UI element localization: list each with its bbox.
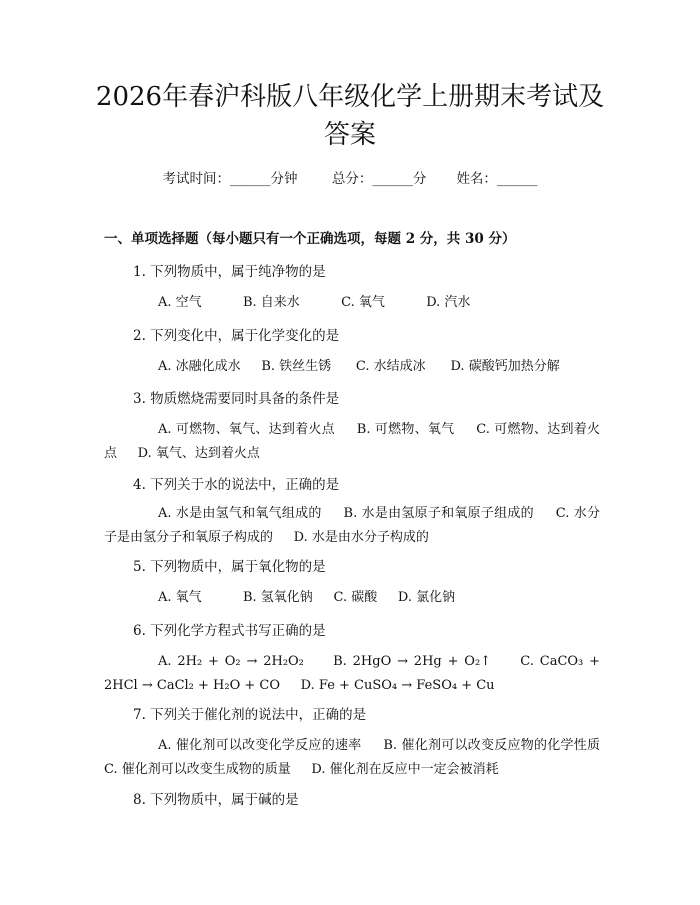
question-options: A. 2H₂ + O₂ → 2H₂O₂ B. 2HgO → 2Hg + O₂↑ C. CaCO₃ + 2HCl → CaCl₂ + H₂O + CO D. Fe + CuSO₄ → FeSO₄ + Cu bbox=[104, 654, 605, 693]
question-stem: 7. 下列关于催化剂的说法中，正确的是 bbox=[133, 707, 367, 723]
question-options: A. 冰融化成水 B. 铁丝生锈 C. 水结成冰 D. 碳酸钙加热分解 bbox=[158, 359, 560, 374]
question-stem: 2. 下列变化中，属于化学变化的是 bbox=[133, 328, 340, 344]
question-options: A. 水是由氢气和氧气组成的 B. 水是由氢原子和氧原子组成的 C. 水分子是由氢分子和氧原子构成的 D. 水是由水分子构成的 bbox=[104, 506, 600, 545]
question-options: A. 氧气 B. 氢氧化钠 C. 碳酸 D. 氯化钠 bbox=[158, 590, 456, 605]
exam-time: 考试时间：______分钟 bbox=[162, 171, 298, 187]
question-stem: 6. 下列化学方程式书写正确的是 bbox=[133, 623, 326, 639]
question-stem: 1. 下列物质中，属于纯净物的是 bbox=[133, 264, 326, 280]
question-stem: 8. 下列物质中，属于碱的是 bbox=[133, 792, 299, 808]
question-options: A. 空气 B. 自来水 C. 氧气 D. 汽水 bbox=[158, 295, 471, 310]
question-stem: 5. 下列物质中，属于氧化物的是 bbox=[133, 559, 326, 575]
student-name: 姓名：______ bbox=[456, 171, 538, 187]
exam-meta bbox=[0, 169, 700, 189]
question-stem: 3. 物质燃烧需要同时具备的条件是 bbox=[133, 391, 340, 407]
section-heading: 一、单项选择题（每小题只有一个正确选项，每题 2 分，共 30 分） bbox=[104, 231, 516, 247]
question-options: A. 可燃物、氧气、达到着火点 B. 可燃物、氧气 C. 可燃物、达到着火点 D. 氧气、达到着火点 bbox=[104, 422, 600, 461]
question-stem: 4. 下列关于水的说法中，正确的是 bbox=[133, 477, 340, 493]
question-options: A. 催化剂可以改变化学反应的速率 B. 催化剂可以改变反应物的化学性质 C. 催化剂可以改变生成物的质量 D. 催化剂在反应中一定会被消耗 bbox=[104, 738, 621, 777]
total-score: 总分：______分 bbox=[331, 171, 427, 187]
page-title: 2026年春沪科版八年级化学上册期末考试及答案 bbox=[95, 82, 605, 150]
